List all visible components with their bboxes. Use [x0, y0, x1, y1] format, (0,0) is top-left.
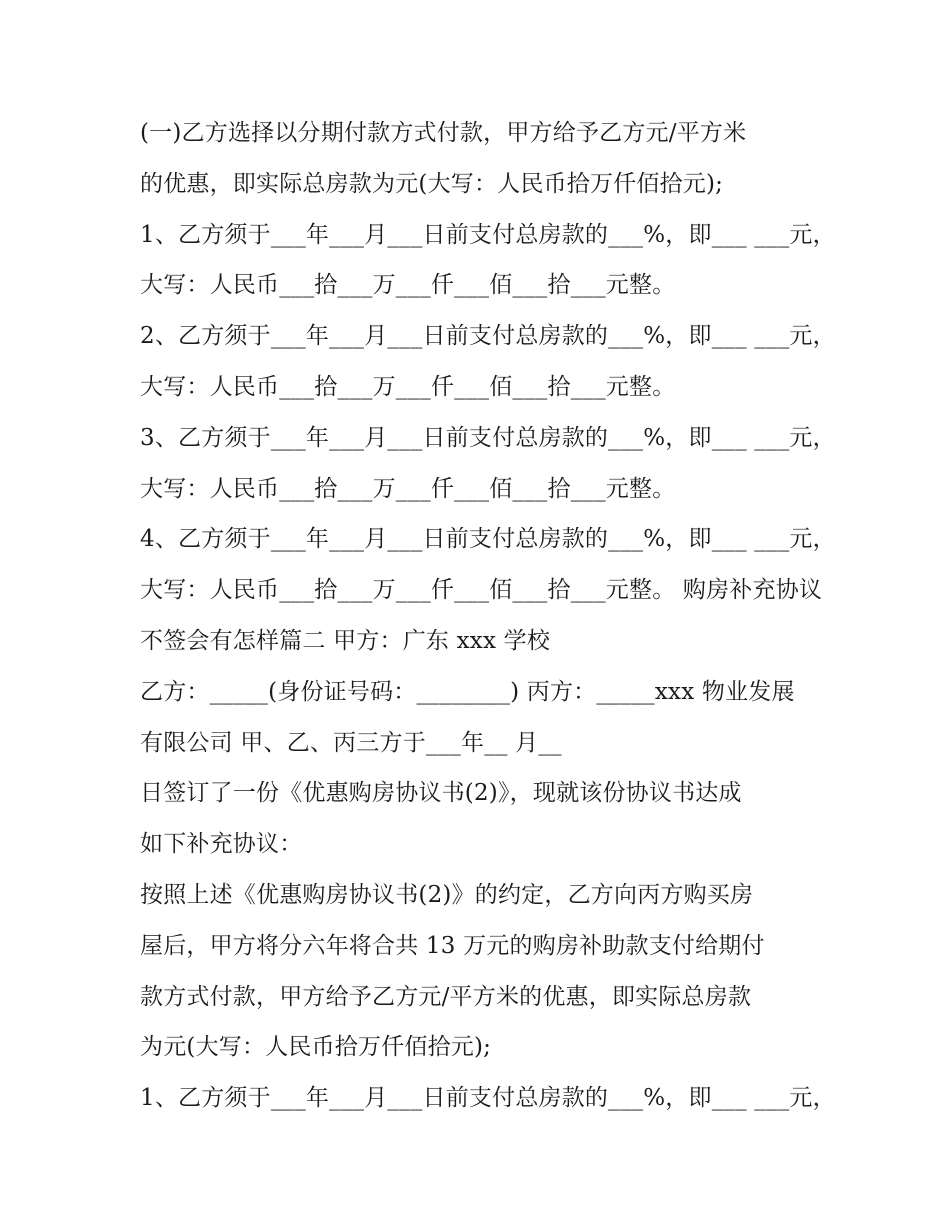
text-line: 大写：人民币___拾___万___仟___佰___拾___元整。 — [140, 475, 676, 502]
text-line: 1、乙方须于___年___月___日前支付总房款的___%，即___ ___元， — [140, 1085, 836, 1112]
text-line: 大写：人民币___拾___万___仟___佰___拾___元整。 — [140, 272, 676, 299]
text-line: 不签会有怎样篇二 甲方：广东 xxx 学校 — [140, 627, 551, 654]
document-body — [140, 108, 836, 1124]
text-line: 3、乙方须于___年___月___日前支付总房款的___%，即___ ___元， — [140, 424, 836, 451]
text-line: 4、乙方须于___年___月___日前支付总房款的___%，即___ ___元， — [140, 526, 836, 553]
text-line: (一)乙方选择以分期付款方式付款，甲方给予乙方元/平方米 — [140, 120, 747, 146]
text-line: 为元(大写：人民币拾万仟佰拾元); — [140, 1034, 492, 1061]
text-line: 1、乙方须于___年___月___日前支付总房款的___%，即___ ___元， — [140, 221, 836, 248]
text-line: 2、乙方须于___年___月___日前支付总房款的___%，即___ ___元， — [140, 323, 836, 350]
text-line: 的优惠，即实际总房款为元(大写：人民币拾万仟佰拾元); — [140, 170, 724, 197]
text-line: 大写：人民币___拾___万___仟___佰___拾___元整。 — [140, 373, 676, 400]
text-line: 按照上述《优惠购房协议书(2)》的约定，乙方向丙方购买房 — [140, 881, 754, 908]
text-line: 日签订了一份《优惠购房协议书(2)》，现就该份协议书达成 — [140, 780, 742, 807]
text-line: 大写：人民币___拾___万___仟___佰___拾___元整。 购房补充协议 — [140, 577, 823, 604]
text-line: 款方式付款，甲方给予乙方元/平方米的优惠，即实际总房款 — [140, 983, 752, 1010]
text-line: 如下补充协议： — [140, 831, 303, 858]
text-line: 屋后，甲方将分六年将合共 13 万元的购房补助款支付给期付 — [140, 932, 765, 959]
text-line: 有限公司 甲、乙、丙三方于___年__ 月__ — [140, 729, 562, 756]
text-line: 乙方：_____(身份证号码：________) 丙方：_____xxx 物业发展 — [140, 678, 795, 705]
